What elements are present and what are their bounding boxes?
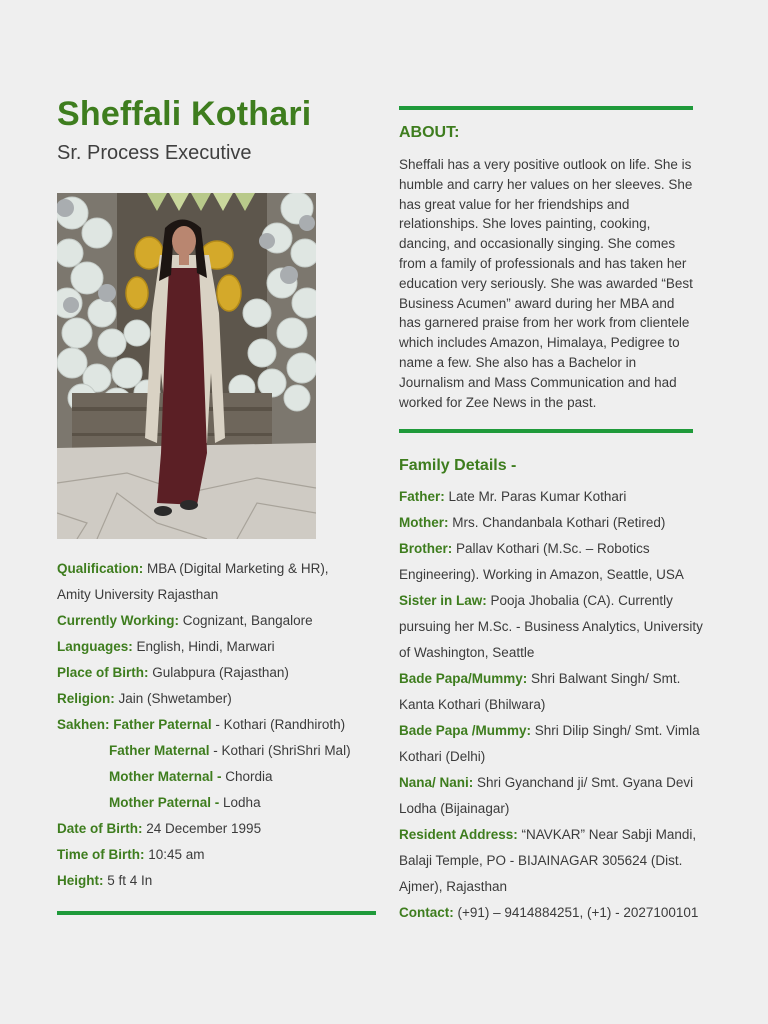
bade-papa-2-value: Shri Dilip Singh/ Smt. Vimla Kothari (Delhi) [399, 723, 700, 764]
birthplace-row [57, 660, 357, 686]
bade-papa-2-row [399, 718, 717, 770]
mother-paternal-value: Lodha [219, 795, 261, 810]
qualification-label: Qualification: [57, 561, 144, 576]
father-label: Father: [399, 489, 445, 504]
languages-label: Languages: [57, 639, 133, 654]
dob-label: Date of Birth: [57, 821, 143, 836]
contact-value: (+91) – 9414884251, (+1) - 2027100101 [453, 905, 699, 920]
height-row [57, 868, 357, 894]
father-maternal-row [57, 738, 357, 764]
mother-maternal-value: Chordia [221, 769, 273, 784]
bade-papa-1-row [399, 666, 717, 718]
bade-papa-2-label: Bade Papa /Mummy: [399, 723, 532, 738]
height-value: 5 ft 4 In [103, 873, 153, 888]
about-heading: ABOUT: [399, 124, 460, 141]
working-row [57, 608, 357, 634]
brother-row [399, 536, 717, 588]
profile-photo [57, 193, 316, 539]
mother-maternal-row [57, 764, 357, 790]
address-label: Resident Address: [399, 827, 518, 842]
contact-label: Contact: [399, 905, 454, 920]
about-text: Sheffali has a very positive outlook on life. She is humble and carry her values on her sleeves. She has great value for her friendships and relationships. She loves painting, cooking, dancing, and occasionally singing. She comes from a family of professionals and has taken her education very seriously. She was awarded “Best Business Acumen” award during her MBA and has garnered praise from her work from clientele which includes Amazon, Himalaya, Pedigree to name a few. She also has a Bachelor in Journalism and Mass Communication and had worked for Zee News in the past. [399, 157, 693, 410]
nana-nani-label: Nana/ Nani: [399, 775, 474, 790]
mother-label: Mother: [399, 515, 449, 530]
birthplace-label: Place of Birth: [57, 665, 149, 680]
religion-label: Religion: [57, 691, 115, 706]
qualification-row [57, 556, 357, 608]
father-maternal-value: - Kothari (ShriShri Mal) [209, 743, 351, 758]
working-value: Cognizant, Bangalore [179, 613, 313, 628]
mother-maternal-label: Mother Maternal - [109, 769, 222, 784]
divider-about-bottom [399, 429, 693, 433]
person-name: Sheffali Kothari [57, 95, 312, 133]
birthplace-value: Gulabpura (Rajasthan) [148, 665, 289, 680]
sakhen-label: Sakhen: [57, 717, 110, 732]
dob-value: 24 December 1995 [142, 821, 262, 836]
tob-row [57, 842, 357, 868]
father-value: Late Mr. Paras Kumar Kothari [444, 489, 627, 504]
father-paternal-value: - Kothari (Randhiroth) [211, 717, 346, 732]
family-details [399, 484, 717, 926]
nana-nani-row [399, 770, 717, 822]
mother-paternal-row [57, 790, 357, 816]
dob-row [57, 816, 357, 842]
mother-row [399, 510, 717, 536]
mother-value: Mrs. Chandanbala Kothari (Retired) [448, 515, 666, 530]
sister-in-law-row [399, 588, 717, 666]
family-heading: Family Details - [399, 457, 517, 474]
sister-in-law-label: Sister in Law: [399, 593, 487, 608]
working-label: Currently Working: [57, 613, 180, 628]
divider-about-top [399, 106, 693, 110]
brother-label: Brother: [399, 541, 453, 556]
father-maternal-label: Father Maternal [109, 743, 210, 758]
languages-value: English, Hindi, Marwari [132, 639, 275, 654]
personal-details [57, 556, 357, 894]
divider-left [57, 911, 376, 915]
mother-paternal-label: Mother Paternal - [109, 795, 220, 810]
sakhen-row [57, 712, 357, 738]
address-value: “NAVKAR” Near Sabji Mandi, Balaji Temple, PO - BIJAINAGAR 305624 (Dist. Ajmer), Rajasthan [399, 827, 697, 894]
bade-papa-1-label: Bade Papa/Mummy: [399, 671, 528, 686]
tob-label: Time of Birth: [57, 847, 145, 862]
qualification-value: MBA (Digital Marketing & HR), Amity University Rajasthan [57, 561, 329, 602]
job-title: Sr. Process Executive [57, 142, 252, 164]
religion-value: Jain (Shwetamber) [114, 691, 232, 706]
languages-row [57, 634, 357, 660]
contact-row [399, 900, 717, 926]
sister-in-law-value: Pooja Jhobalia (CA). Currently pursuing her M.Sc. - Business Analytics, University of Washington, Seattle [399, 593, 703, 660]
nana-nani-value: Shri Gyanchand ji/ Smt. Gyana Devi Lodha (Bijainagar) [399, 775, 694, 816]
father-paternal-label: Father Paternal [109, 717, 212, 732]
address-row [399, 822, 717, 900]
tob-value: 10:45 am [144, 847, 205, 862]
bade-papa-1-value: Shri Balwant Singh/ Smt. Kanta Kothari (Bhilwara) [399, 671, 681, 712]
height-label: Height: [57, 873, 104, 888]
brother-value: Pallav Kothari (M.Sc. – Robotics Engineering). Working in Amazon, Seattle, USA [399, 541, 684, 582]
father-row [399, 484, 717, 510]
religion-row [57, 686, 357, 712]
